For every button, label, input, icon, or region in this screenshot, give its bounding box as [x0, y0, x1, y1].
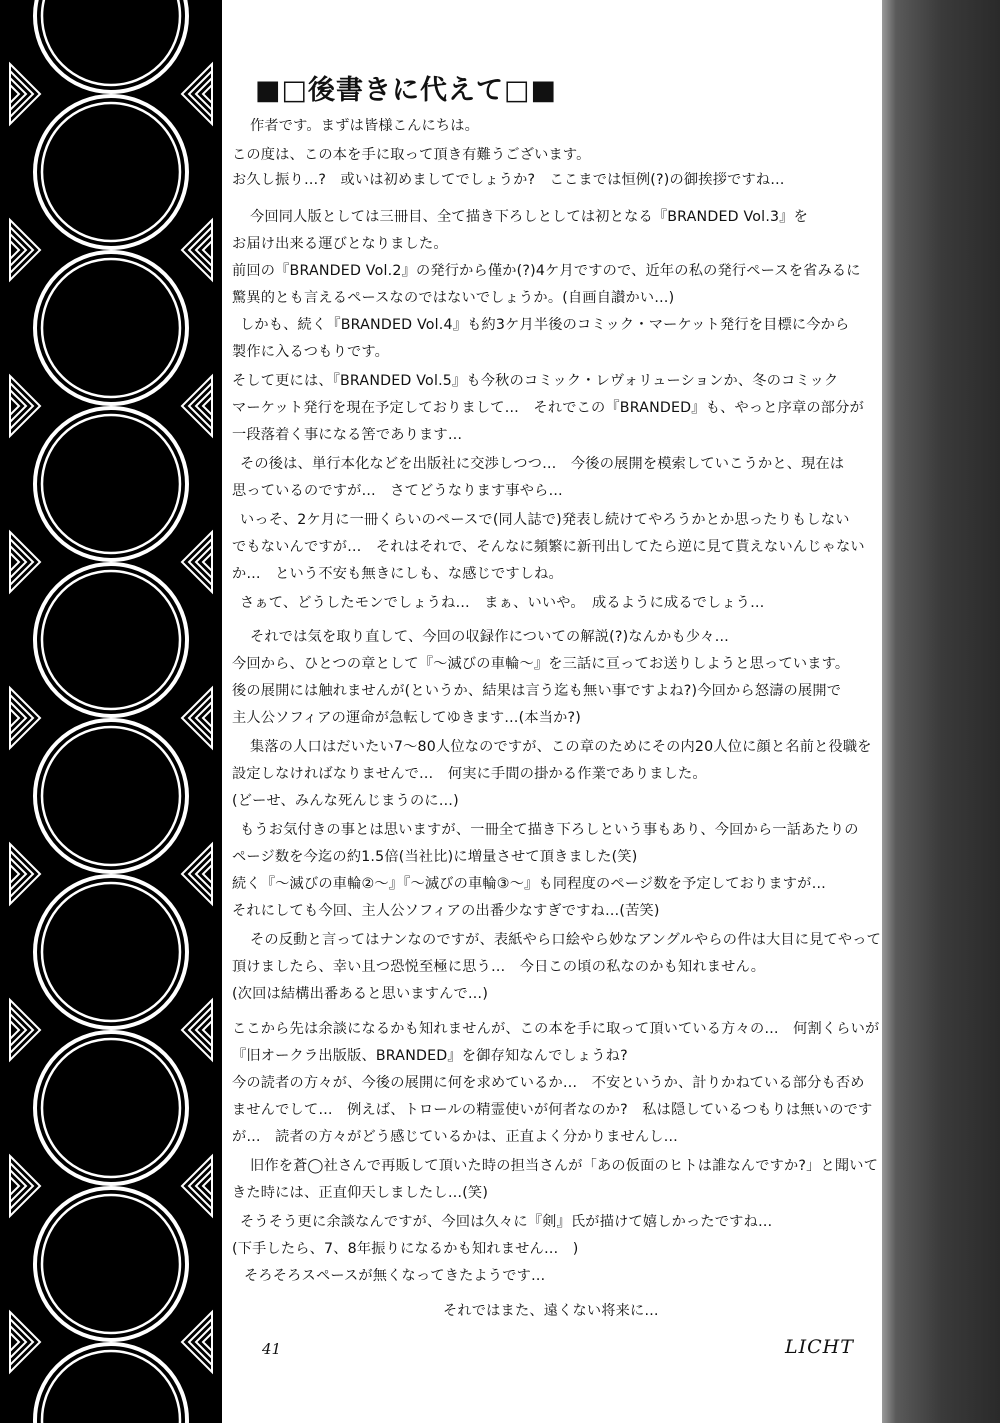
border-triangle: [189, 1163, 212, 1209]
border-triangle: [189, 227, 212, 273]
text-line: 集落の人口はだいたい7～80人位なのですが、この章のためにその内20人位に顔と名前と役職を: [250, 739, 872, 755]
text-line: その反動と言ってはナンなのですが、表紙やら口絵やら妙なアングルやらの件は大目に見てやって: [250, 932, 882, 948]
border-triangle: [203, 1333, 212, 1351]
text-line: 主人公ソフィアの運命が急転してゆきます…(本当か?): [232, 710, 581, 726]
decorative-border: [0, 0, 222, 1423]
border-triangle: [189, 71, 212, 117]
border-ring: [42, 103, 180, 241]
border-ring: [35, 1188, 187, 1340]
border-ring: [42, 415, 180, 553]
border-circles: [35, 0, 187, 1423]
page-title: ■□後書きに代えて□■: [255, 75, 558, 106]
border-triangle: [10, 1021, 19, 1039]
text-line: 続く『～滅びの車輪②～』『～滅びの車輪③～』も同程度のページ数を予定しておりますが…: [232, 876, 826, 892]
text-line: ませんでして… 例えば、トロールの精霊使いが何者なのか? 私は隠しているつもりは無いのです: [232, 1102, 873, 1118]
border-ring: [35, 0, 187, 92]
text-line: お久し振り…? 或いは初めましてでしょうか? ここまでは恒例(?)の御挨拶ですね…: [232, 172, 785, 188]
border-triangle: [189, 851, 212, 897]
border-triangle: [10, 695, 33, 741]
border-triangle: [203, 241, 212, 259]
border-ring: [42, 1039, 180, 1177]
text-line: 驚異的とも言えるペースなのではないでしょうか。(自画自讃かい…): [232, 290, 675, 306]
border-ring: [35, 876, 187, 1028]
border-triangle: [10, 1007, 33, 1053]
text-line: さぁて、どうしたモンでしょうね… まぁ、いいや。 成るように成るでしょう…: [240, 595, 765, 611]
border-ring: [35, 252, 187, 404]
border-triangle: [10, 1319, 33, 1365]
text-line: 今回同人版としては三冊目、全て描き下ろしとしては初となる『BRANDED Vol.3』を: [250, 209, 809, 225]
border-triangle: [189, 539, 212, 585]
border-triangle: [203, 709, 212, 727]
border-pattern-icon: [0, 0, 222, 1423]
border-triangle: [10, 71, 33, 117]
text-line: きた時には、正直仰天しましたし…(笑): [232, 1185, 489, 1201]
text-line: 作者です。まずは皆様こんにちは。: [250, 118, 480, 134]
border-triangle: [10, 539, 33, 585]
border-ring: [42, 259, 180, 397]
author-signature: LICHT: [785, 1336, 854, 1358]
border-triangle: [10, 383, 33, 429]
border-ring: [35, 1032, 187, 1184]
border-triangle: [10, 1177, 19, 1195]
text-line: マーケット発行を現在予定しておりまして… それでこの『BRANDED』も、やっと序章の部分が: [232, 400, 864, 416]
text-line: 製作に入るつもりです。: [232, 344, 389, 360]
text-line: それでは気を取り直して、今回の収録作についての解説(?)なんかも少々…: [250, 629, 730, 645]
text-line: (次回は結構出番あると思いますんで…): [232, 986, 489, 1002]
page-edge-shadow: [882, 0, 1000, 1423]
border-ring: [35, 96, 187, 248]
border-ring: [42, 1195, 180, 1333]
text-line: 今の読者の方々が、今後の展開に何を求めているか… 不安というか、計りかねている部分も否め: [232, 1075, 865, 1091]
border-triangle: [10, 241, 19, 259]
border-ring: [42, 727, 180, 865]
border-ring: [42, 883, 180, 1021]
border-triangle: [203, 1021, 212, 1039]
border-ring: [35, 564, 187, 716]
border-triangle: [10, 1163, 33, 1209]
text-line: いっそ、2ケ月に一冊くらいのペースで(同人誌で)発表し続けてやろうかとか思ったりもしない: [240, 512, 850, 528]
border-triangle: [10, 865, 19, 883]
border-triangle: [10, 397, 19, 415]
text-line: お届け出来る運びとなりました。: [232, 236, 448, 252]
border-triangle: [203, 553, 212, 571]
text-line: もうお気付きの事とは思いますが、一冊全て描き下ろしという事もあり、今回から一話あたりの: [240, 822, 859, 838]
text-line: そして更には、『BRANDED Vol.5』も今秋のコミック・レヴォリューションか、冬のコミック: [232, 373, 839, 389]
border-triangle: [203, 865, 212, 883]
border-triangle: [10, 227, 33, 273]
border-triangle: [10, 85, 19, 103]
text-line: その後は、単行本化などを出版社に交渉しつつ… 今後の展開を模索していこうかと、現在は: [240, 456, 845, 472]
page-number: 41: [262, 1340, 282, 1358]
border-triangle: [10, 709, 19, 727]
text-line: しかも、続く『BRANDED Vol.4』も約3ケ月半後のコミック・マーケット発行を目標に今から: [240, 317, 850, 333]
text-line: 思っているのですが… さてどうなります事やら…: [232, 483, 563, 499]
text-line: それではまた、遠くない将来に…: [443, 1303, 659, 1319]
text-line: ページ数を今迄の約1.5倍(当社比)に増量させて頂きました(笑): [232, 849, 638, 865]
text-line: か… という不安も無きにしも、な感じですしね。: [232, 566, 563, 582]
border-triangle: [10, 851, 33, 897]
border-ring: [35, 408, 187, 560]
text-line: 前回の『BRANDED Vol.2』の発行から僅か(?)4ケ月ですので、近年の私の発行ペースを省みるに: [232, 263, 861, 279]
text-line: そろそろスペースが無くなってきたようです…: [244, 1268, 546, 1284]
border-triangle: [189, 1007, 212, 1053]
text-line: そうそう更に余談なんですが、今回は久々に『剣』氏が描けて嬉しかったですね…: [240, 1214, 773, 1230]
text-line: 後の展開には触れませんが(というか、結果は言う迄も無い事ですよね?)今回から怒濤の展開で: [232, 683, 842, 699]
text-line: 設定しなければなりませんで… 何実に手間の掛かる作業でありました。: [232, 766, 707, 782]
border-triangle: [203, 397, 212, 415]
border-triangle: [203, 85, 212, 103]
border-triangle: [189, 383, 212, 429]
text-line: 一段落着く事になる筈であります…: [232, 427, 463, 443]
text-line: この度は、この本を手に取って頂き有難うございます。: [232, 147, 591, 163]
border-diamonds: [10, 0, 212, 1423]
text-line: 旧作を蒼◯社さんで再販して頂いた時の担当さんが「あの仮面のヒトは誰なんですか?」と聞いて: [250, 1158, 879, 1174]
border-ring: [35, 1344, 187, 1423]
text-line: それにしても今回、主人公ソフィアの出番少なすぎですね…(苦笑): [232, 903, 660, 919]
text-line: ここから先は余談になるかも知れませんが、この本を手に取って頂いている方々の… 何割くらいが: [232, 1021, 880, 1037]
border-ring: [42, 571, 180, 709]
border-triangle: [189, 1319, 212, 1365]
text-line: 今回から、ひとつの章として『～滅びの車輪～』を三話に亘ってお送りしようと思っています。: [232, 656, 850, 672]
border-ring: [35, 720, 187, 872]
text-line: 頂けましたら、幸い且つ恐悦至極に思う… 今日この頃の私なのかも知れません。: [232, 959, 766, 975]
border-triangle: [203, 1177, 212, 1195]
text-line: でもないんですが… それはそれで、そんなに頻繁に新刊出してたら逆に見て貰えないんじゃない: [232, 539, 865, 555]
text-line: (下手したら、7、8年振りになるかも知れません… ): [232, 1241, 579, 1257]
border-triangle: [189, 695, 212, 741]
text-line: が… 読者の方々がどう感じているかは、正直よく分かりませんし…: [232, 1129, 679, 1145]
border-triangle: [10, 553, 19, 571]
border-triangle: [10, 1333, 19, 1351]
text-line: 『旧オークラ出版版、BRANDED』を御存知なんでしょうね?: [232, 1048, 628, 1064]
text-line: (どーせ、みんな死んじまうのに…): [232, 793, 459, 809]
